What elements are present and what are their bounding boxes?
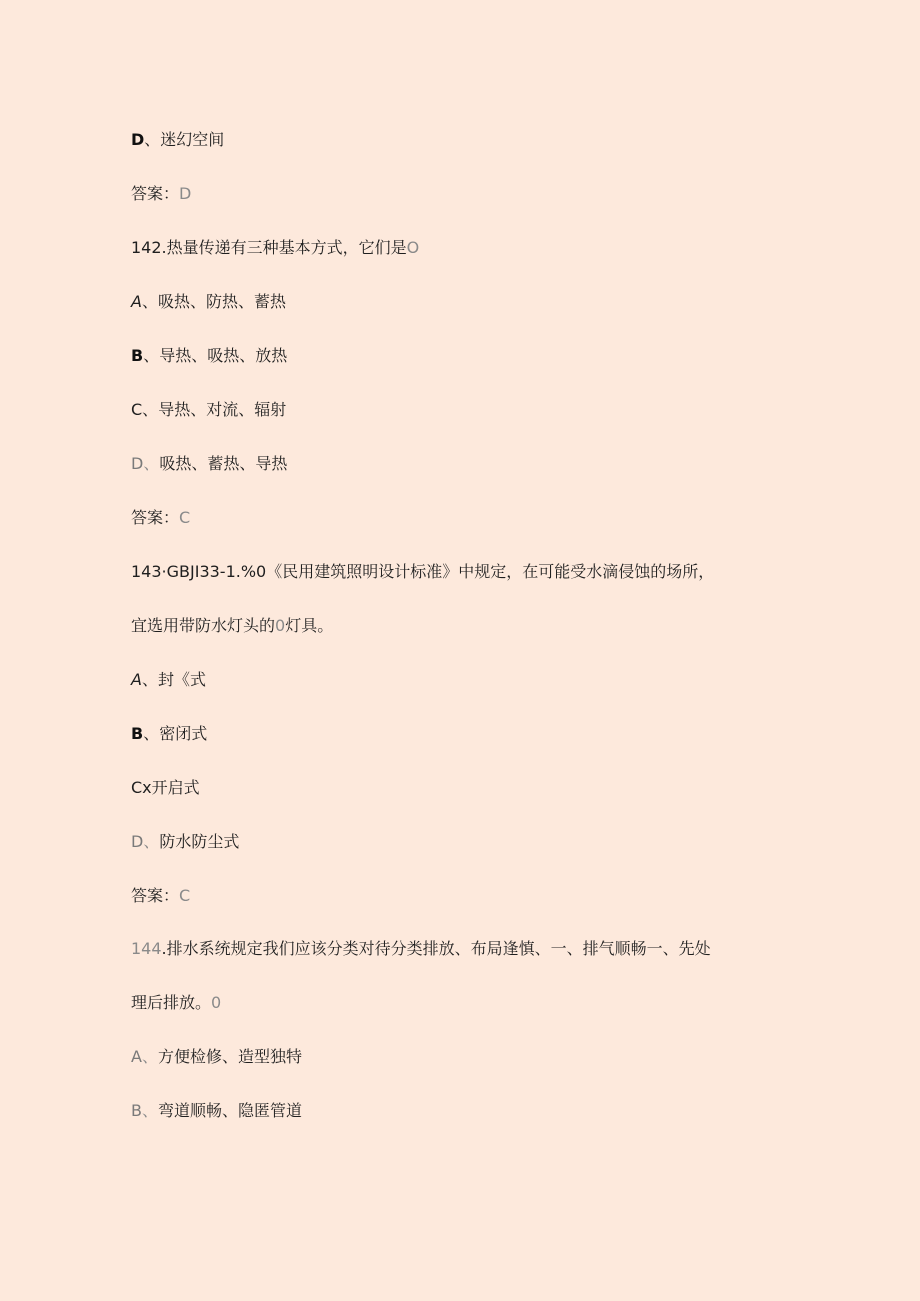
option-a-line: A、封《式 [131,670,206,689]
option-label: B [131,724,144,743]
question-blank: 0 [275,616,286,635]
option-label: A [131,670,142,689]
option-text: 弯道顺畅、隐匿管道 [158,1101,303,1120]
question-text: 143·GBJI33-1.%0《民用建筑照明设计标准》中规定，在可能受水滴侵蚀的场所， [131,562,715,581]
option-label: D [131,454,144,473]
option-label: D [131,832,144,851]
answer-value: D [179,184,192,203]
answer-prefix: 答案： [131,508,180,527]
question-text: 灯具。 [285,616,334,635]
option-text: 吸热、防热、蓄热 [157,292,286,311]
option-b-line: B、导热、吸热、放热 [131,346,288,365]
option-d-line: D、迷幻空间 [131,130,225,149]
option-a-line: A、方便检修、造型独特 [131,1047,302,1066]
question-142 [131,237,831,259]
question-text: 理后排放。 [131,993,212,1012]
option-label: A [131,1047,142,1066]
option-text: 方便检修、造型独特 [157,1047,302,1066]
question-text: 宜选用带防水灯头的 [131,616,276,635]
option-label: B [131,346,144,365]
option-text: 防水防尘式 [159,832,240,851]
answer-line [131,507,831,529]
option-c-line [131,777,831,799]
answer-value: C [179,508,191,527]
question-blank: 0 [211,993,222,1012]
question-blank: O [406,238,420,257]
answer-line [131,885,831,907]
option-text: 迷幻空间 [160,130,225,149]
answer-prefix: 答案： [131,886,180,905]
option-text: 导热、对流、辐射 [158,400,287,419]
question-text: .排水系统规定我们应该分类对待分类排放、布局逢慎、一、排气顺畅一、先处 [161,939,711,958]
option-c-line: C、导热、对流、辐射 [131,400,287,419]
answer-prefix: 答案： [131,184,180,203]
option-d-line: D、吸热、蓄热、导热 [131,454,288,473]
option-a-line: A、吸热、防热、蓄热 [131,292,286,311]
option-d-line: D、防水防尘式 [131,832,240,851]
question-143 [131,561,831,583]
question-text: 142.热量传递有三种基本方式，它们是 [131,238,407,257]
option-b-line: B、密闭式 [131,724,208,743]
option-text: Cx开启式 [131,778,200,797]
option-text: 密闭式 [159,724,208,743]
question-143-continued [131,615,831,637]
answer-value: C [179,886,191,905]
option-label: C [131,400,143,419]
option-text: 封《式 [157,670,206,689]
option-label: D [131,130,145,149]
option-text: 吸热、蓄热、导热 [159,454,288,473]
option-label: A [131,292,142,311]
question-number: 144 [131,939,162,958]
answer-line [131,183,831,205]
option-label: B [131,1101,142,1120]
question-144 [131,938,831,960]
option-b-line: B、弯道顺畅、隐匿管道 [131,1101,303,1120]
question-144-continued [131,992,831,1014]
option-text: 导热、吸热、放热 [159,346,288,365]
